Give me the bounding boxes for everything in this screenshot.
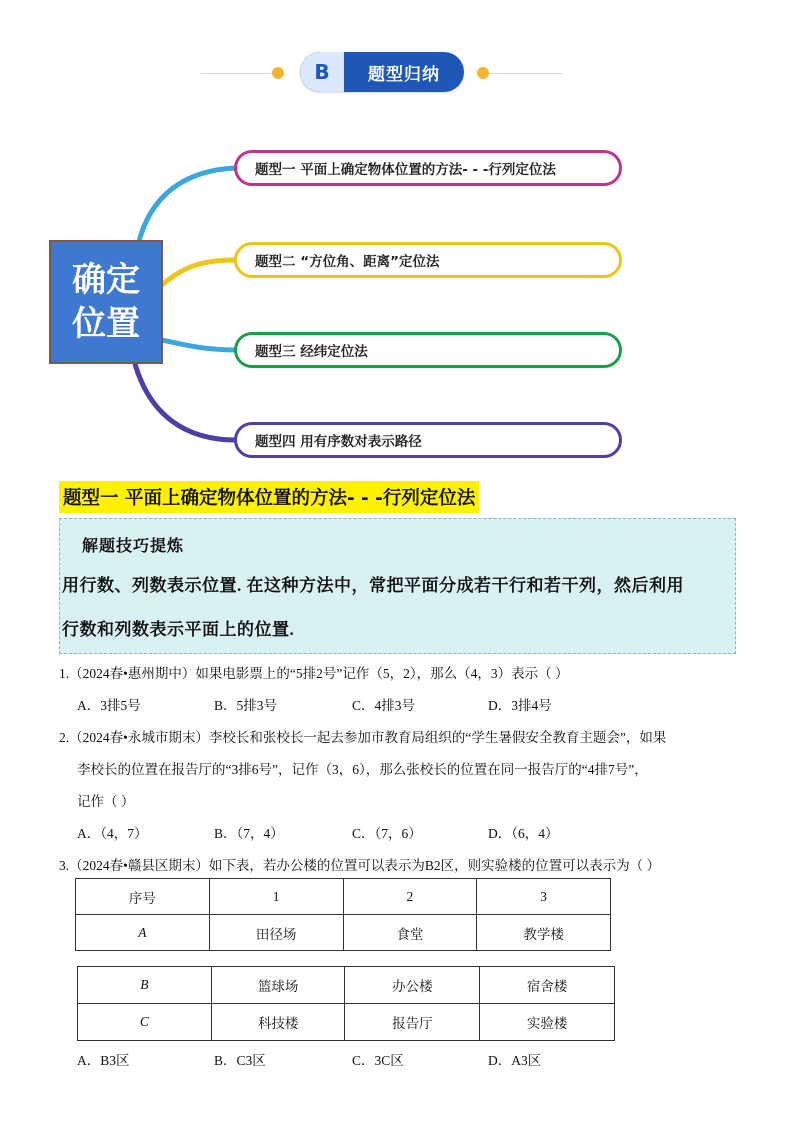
section-header — [300, 52, 464, 92]
table-cell: 办公楼 — [345, 967, 480, 1004]
question-2-line-3: 记作（ ） — [77, 794, 135, 809]
mindmap-center — [49, 240, 163, 364]
mindmap-center-line1: 确定 — [72, 260, 140, 300]
table-row — [76, 915, 611, 951]
table-cell: 实验楼 — [480, 1004, 615, 1041]
q2-option-b: B．（7，4） — [214, 826, 284, 841]
table-cell: 教学楼 — [477, 915, 611, 951]
mindmap-node-3-label: 题型三 经纬定位法 — [255, 344, 368, 360]
connector-2 — [162, 260, 236, 285]
q2-option-a: A．（4，7） — [77, 826, 148, 841]
mindmap-node-2-label: 题型二 “方位角、距离”定位法 — [255, 254, 440, 270]
connector-4 — [135, 364, 236, 440]
tips-line-1: 用行数、列数表示位置. 在这种方法中，常把平面分成若干行和若干列，然后利用 — [62, 576, 684, 595]
q1-option-d: D．3排4号 — [488, 698, 552, 713]
table-cell: 报告厅 — [345, 1004, 480, 1041]
table-cell: 2 — [343, 879, 477, 915]
mindmap-node-2 — [234, 242, 622, 278]
table-cell: C — [78, 1004, 212, 1041]
table-row — [78, 967, 615, 1004]
mindmap-node-4-label: 题型四 用有序数对表示路径 — [255, 434, 422, 450]
header-line-right — [486, 73, 562, 74]
table-cell: 序号 — [76, 879, 210, 915]
connector-1 — [138, 168, 236, 245]
tips-box — [59, 518, 736, 654]
table-row — [78, 1004, 615, 1041]
section-badge: B — [300, 52, 344, 92]
section-header-title: 题型归纳 — [368, 64, 440, 85]
mindmap-node-1-label: 题型一 平面上确定物体位置的方法- - -行列定位法 — [255, 162, 556, 178]
question-1: 1.（2024春•惠州期中）如果电影票上的“5排2号”记作（5，2），那么（4，3）表示（ ） — [59, 666, 569, 681]
table-cell: 科技楼 — [211, 1004, 345, 1041]
header-dot-left — [272, 67, 284, 79]
mindmap-node-4 — [234, 422, 622, 458]
question-3: 3.（2024春•赣县区期末）如下表，若办公楼的位置可以表示为B2区，则实验楼的位置可以表示为（ ） — [59, 858, 660, 873]
header-line-left — [200, 73, 276, 74]
table-cell: A — [76, 915, 210, 951]
table-row — [76, 879, 611, 915]
section-title: 题型一 平面上确定物体位置的方法- - -行列定位法 — [59, 481, 479, 513]
q2-option-c: C．（7，6） — [352, 826, 422, 841]
tips-line-2: 行数和列数表示平面上的位置. — [62, 620, 295, 639]
q3-option-b: B．C3区 — [214, 1053, 266, 1068]
mindmap-node-3 — [234, 332, 622, 368]
table-cell: 食堂 — [343, 915, 477, 951]
q1-option-b: B．5排3号 — [214, 698, 278, 713]
q3-option-c: C．3C区 — [352, 1053, 404, 1068]
table-cell: 宿舍楼 — [480, 967, 615, 1004]
q1-option-c: C．4排3号 — [352, 698, 416, 713]
table-cell: 3 — [477, 879, 611, 915]
table-cell: 1 — [209, 879, 343, 915]
table-cell: 篮球场 — [211, 967, 345, 1004]
question-2-line-2: 李校长的位置在报告厅的“3排6号”，记作（3，6），那么张校长的位置在同一报告厅的“4排7号”， — [77, 762, 648, 777]
mindmap-center-line2: 位置 — [72, 304, 140, 344]
table-cell: 田径场 — [209, 915, 343, 951]
q3-option-d: D．A3区 — [488, 1053, 542, 1068]
mindmap-node-1 — [234, 150, 622, 186]
q3-table-1 — [75, 878, 611, 951]
header-dot-right — [477, 67, 489, 79]
tips-heading: 解题技巧提炼 — [82, 538, 185, 555]
q3-table-2 — [77, 966, 615, 1041]
connector-3 — [162, 340, 236, 350]
question-2-line-1: 2.（2024春•永城市期末）李校长和张校长一起去参加市教育局组织的“学生暑假安全教育主题会”，如果 — [59, 730, 667, 745]
q2-option-d: D．（6，4） — [488, 826, 559, 841]
table-cell: B — [78, 967, 212, 1004]
q1-option-a: A．3排5号 — [77, 698, 141, 713]
q3-option-a: A．B3区 — [77, 1053, 130, 1068]
